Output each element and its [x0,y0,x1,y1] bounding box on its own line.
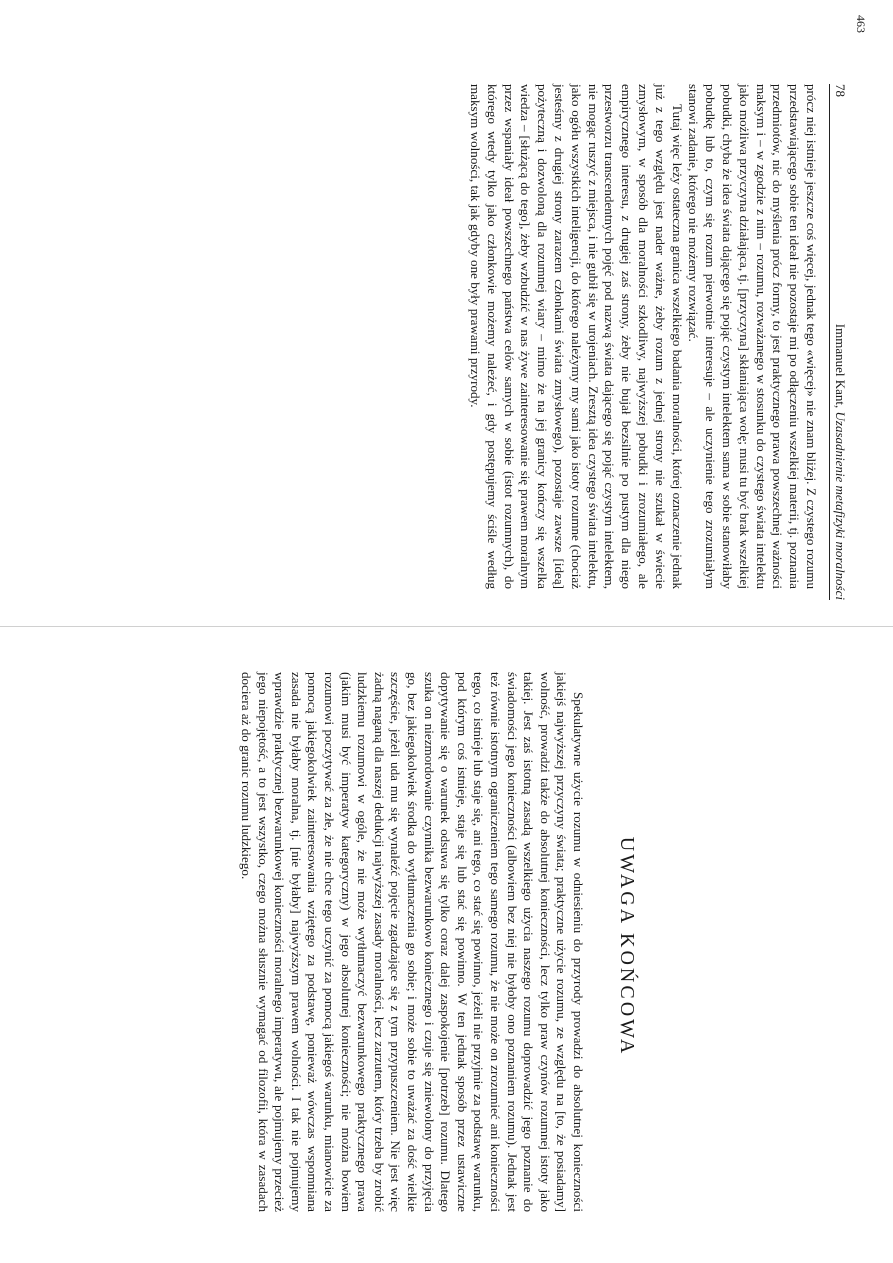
margin-page-reference: 463 [854,15,868,33]
right-page-body [238,672,586,1212]
left-page [0,0,893,630]
section-title: UWAGA KOŃCOWA [616,836,638,1057]
running-header [829,84,848,600]
running-head [832,324,848,600]
left-paragraph-1: prócz niej istnieje jeszcze coś więcej, jednak tego «więcej» nie znam bliżej. Z czystego rozumu przedstawiającego sobie ten ideał nie pozostaje mi po odłączeniu wszelkiej materii, tj. poznania przedmiotów, nic do myślenia prócz formy, to jest praktycznego prawa powszechnej ważności maksym i – w zgodzie z nim – rozumu, rozważanego w stosunku do czystego świata intelektu jako możliwa przyczyna działająca, tj. [przyczyna] skłaniająca wolę; musi tu być brak wszelkiej pobudki, chyba że idea świata dającego się pojąć czystym intelektem sama w sobie stanowiłaby pobudkę lub to, czym się rozum pierwotnie interesuje – ale uczynienie tego zrozumiałym stanowi zadanie, którego nie możemy rozwiązać. [686,84,819,589]
running-head-author: Immanuel Kant, [833,323,848,412]
page-gutter [0,626,893,627]
page-number: 78 [833,84,848,97]
left-paragraph-2: Tutaj więc leży ostateczna granica wszelkiego badania moralności, której oznaczenie jednak już z tego względu jest nader ważne, żeby rozum z jednej strony nie szukał w świecie zmysłowym, w sposób dla moralności szkodliwy, najwyższej pobudki i zrozumiałego, ale empirycznego interesu, z drugiej zaś strony, żeby nie bujał bezsilnie po pustym dla niego przestworzu transcendentnych pojęć pod nazwą świata dającego się pojąć czystym intelektem, nie mogąc ruszyć z miejsca, i nie gubił się w urojeniach. Zresztą idea czystego świata intelektu, jako ogółu wszystkich inteligencji, do którego należymy my sami jako istoty rozumne (chociaż jesteśmy z drugiej strony zarazem członkami świata zmysłowego), pozostaje zawsze [ideą] pożyteczną i dozwoloną dla rozumnej wiary – mimo że na jej granicy kończy się wszelka wiedza – [służącą do tego], żeby wzbudzić w nas żywe zainteresowanie się prawem moralnym przez wspaniały ideał powszechnego państwa celów samych w sobie (istot rozumnych), do którego wtedy tylko jako członkowie możemy należeć, i gdy postępujemy ściśle według maksym wolności, tak jak gdyby one były prawami przyrody. [468,84,685,589]
running-head-title: Uzasadnienie metafizyki moralności [833,411,848,600]
left-page-body [466,84,819,589]
right-paragraph-1: Spekulatywne użycie rozumu w odniesieniu do przyrody prowadzi do absolutnej konieczności jakiejś najwyższej przyczyny świata; praktyczne użycie rozumu, ze względu na [to, że posiadamy] wolność, prowadzi także do absolutnej konieczności, lecz tylko praw czynów rozumnej istoty jako takiej. Jest zaś istotną zasadą wszelkiego użycia naszego rozumu doprowadzić jego poznanie do świadomości jego konieczności (albowiem bez niej nie byłoby ono poznaniem rozumu). Jednak jest też równie istotnym ograniczeniem tego samego rozumu, że nie może on zrozumieć ani konieczności tego, co istnieje lub staje się, ani tego, co stać się powinno, jeżeli nie przyjmie za podstawę warunku, pod którym coś istnieje, staje się lub stać się powinno. W ten jednak sposób przez ustawiczne dopytywanie się o warunek odsuwa się tylko coraz dalej zaspokojenie [potrzeb] rozumu. Dlatego szuka on niezmordowanie czynnika bezwarunkowo koniecznego i czuje się zniewolony do przyjęcia go, bez jakiegokolwiek środka do wytłumaczenia go sobie; i może sobie to uważać za dość wielkie szczęście, jeżeli uda mu się wynaleźć pojęcie zgadzające się z tym przypuszczeniem. Nie jest więc żadną naganą dla naszej dedukcji najwyższej zasady moralności, lecz zarzutem, który trzeba by zrobić ludzkiemu rozumowi w ogóle, że nie może wytłumaczyć bezwarunkowego praktycznego prawa (jakim musi być imperatyw kategoryczny) w jego absolutnej konieczności; nie można bowiem rozumowi poczytywać za złe, że nie chce tego uczynić za pomocą jakiegoś warunku, mianowicie za pomocą jakiegokolwiek zainteresowania wziętego za podstawę, ponieważ wówczas wspomniana zasada nie byłaby moralna, tj. [nie byłaby] najwyższym prawem wolności. I tak nie pojmujemy wprawdzie praktycznej bezwarunkowej konieczności moralnego imperatywu, ale pojmujemy przecież jego niepojętość, a to jest wszystko, czego można słusznie wymagać od filozofii, która w zasadach dociera aż do granic rozumu ludzkiego. [239,672,586,1212]
right-page [0,630,893,1263]
